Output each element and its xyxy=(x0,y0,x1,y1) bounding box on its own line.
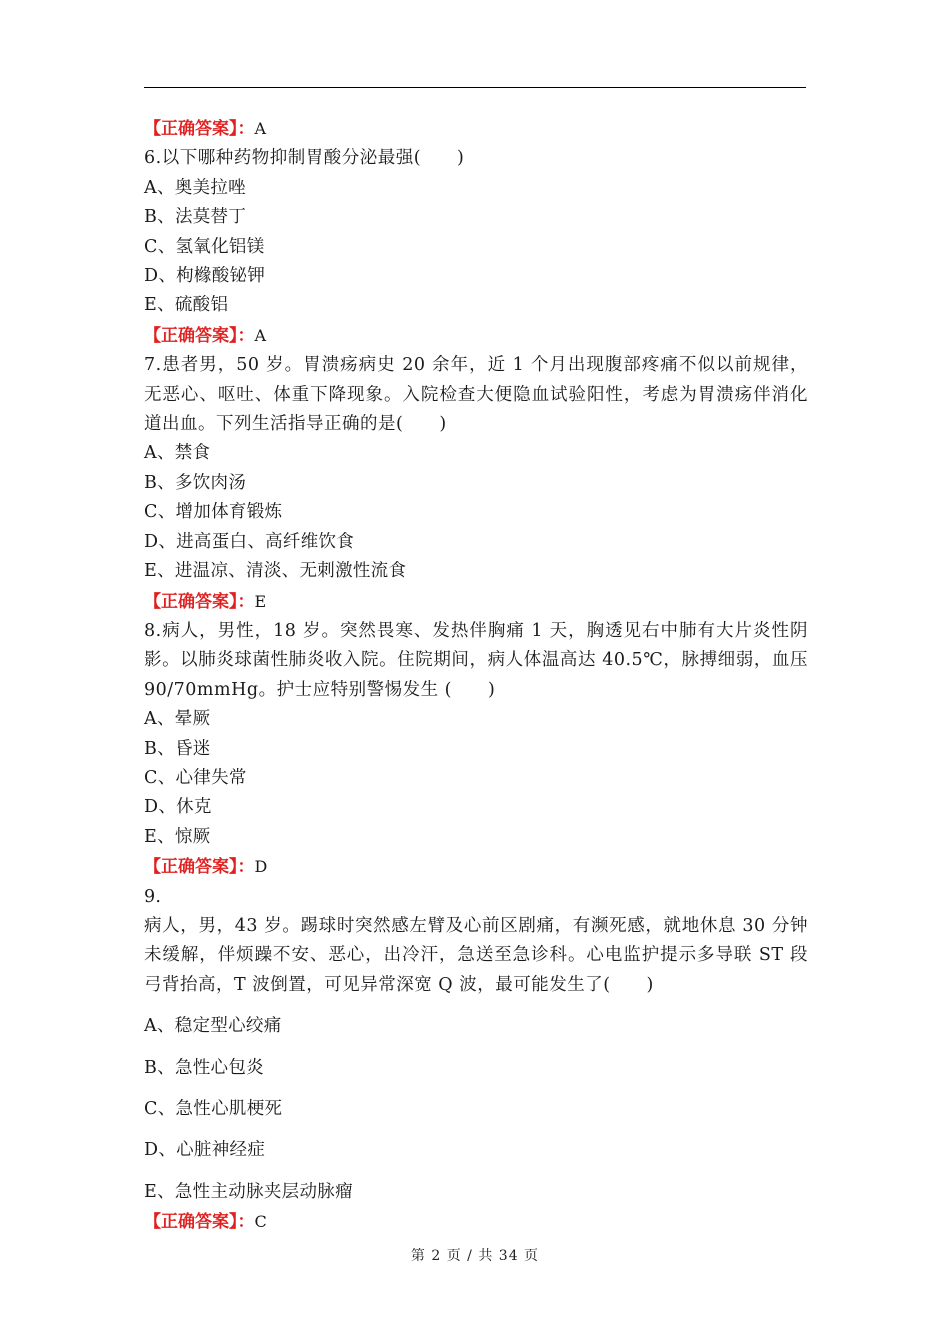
option-a: A、奥美拉唑 xyxy=(144,177,246,198)
answer-label: 【正确答案】： xyxy=(144,857,255,878)
header-rule xyxy=(144,87,806,88)
option-d: D、心脏神经症 xyxy=(144,1140,266,1161)
question-stem: 病人，男，43 岁。踢球时突然感左臂及心前区剧痛，有濒死感，就地休息 30 分钟未缓解，伴烦躁不安、恶心，出冷汗，急送至急诊科。心电监护提示多导联 ST 段弓背抬高，T 波倒置，可见异常深宽 Q 波，最可能发生了( ) xyxy=(144,915,808,995)
option-e: E、急性主动脉夹层动脉瘤 xyxy=(144,1181,353,1202)
option-d: D、休克 xyxy=(144,797,212,818)
answer-value: A xyxy=(254,325,267,345)
answer-label: 【正确答案】： xyxy=(144,119,255,139)
answer-line xyxy=(144,587,808,617)
option-b: B、急性心包炎 xyxy=(144,1057,264,1078)
answer-line xyxy=(144,852,808,882)
question-stem: 6.以下哪种药物抑制胃酸分泌最强( ) xyxy=(144,148,465,169)
question-stem: 7.患者男，50 岁。胃溃疡病史 20 余年，近 1 个月出现腹部疼痛不似以前规律，无恶心、呕吐、体重下降现象。入院检查大便隐血试验阳性，考虑为胃溃疡伴消化道出血。下列生活指导正确的是( ) xyxy=(144,355,808,435)
option-d: D、进高蛋白、高纤维饮食 xyxy=(144,531,355,552)
page-footer: 第 2 页 / 共 34 页 xyxy=(410,1248,540,1264)
answer-value: C xyxy=(254,1212,268,1232)
option-a: A、晕厥 xyxy=(144,709,211,730)
answer-label: 【正确答案】： xyxy=(144,1212,255,1233)
option-b: B、昏迷 xyxy=(144,738,211,759)
option-b: B、多饮肉汤 xyxy=(144,472,247,493)
option-a: A、稳定型心绞痛 xyxy=(144,1016,282,1037)
question-number: 9. xyxy=(144,886,162,907)
option-c: C、心律失常 xyxy=(144,767,247,788)
answer-value: E xyxy=(254,591,267,611)
option-c: C、急性心肌梗死 xyxy=(144,1099,283,1119)
option-a: A、禁食 xyxy=(144,443,211,464)
answer-line xyxy=(144,1207,808,1237)
option-b: B、法莫替丁 xyxy=(144,207,247,228)
answer-value: A xyxy=(254,119,267,138)
question-stem: 8.病人，男性，18 岁。突然畏寒、发热伴胸痛 1 天，胸透见右中肺有大片炎性阴影。以肺炎球菌性肺炎收入院。住院期间，病人体温高达 40.5℃，脉搏细弱，血压 90/70mmHg。护士应特别警惕发生 ( ) xyxy=(144,620,808,700)
answer-line xyxy=(144,321,808,351)
option-d: D、枸橼酸铋钾 xyxy=(144,266,266,287)
answer-line xyxy=(144,114,808,144)
option-c: C、增加体育锻炼 xyxy=(144,502,283,523)
document-body xyxy=(144,114,808,1238)
option-e: E、硫酸铝 xyxy=(144,295,229,316)
option-e: E、惊厥 xyxy=(144,826,211,847)
answer-label: 【正确答案】： xyxy=(144,325,255,346)
option-c: C、氢氧化铝镁 xyxy=(144,236,265,257)
option-e: E、进温凉、清淡、无刺激性流食 xyxy=(144,561,407,582)
answer-value: D xyxy=(254,857,268,877)
answer-label: 【正确答案】： xyxy=(144,591,255,612)
